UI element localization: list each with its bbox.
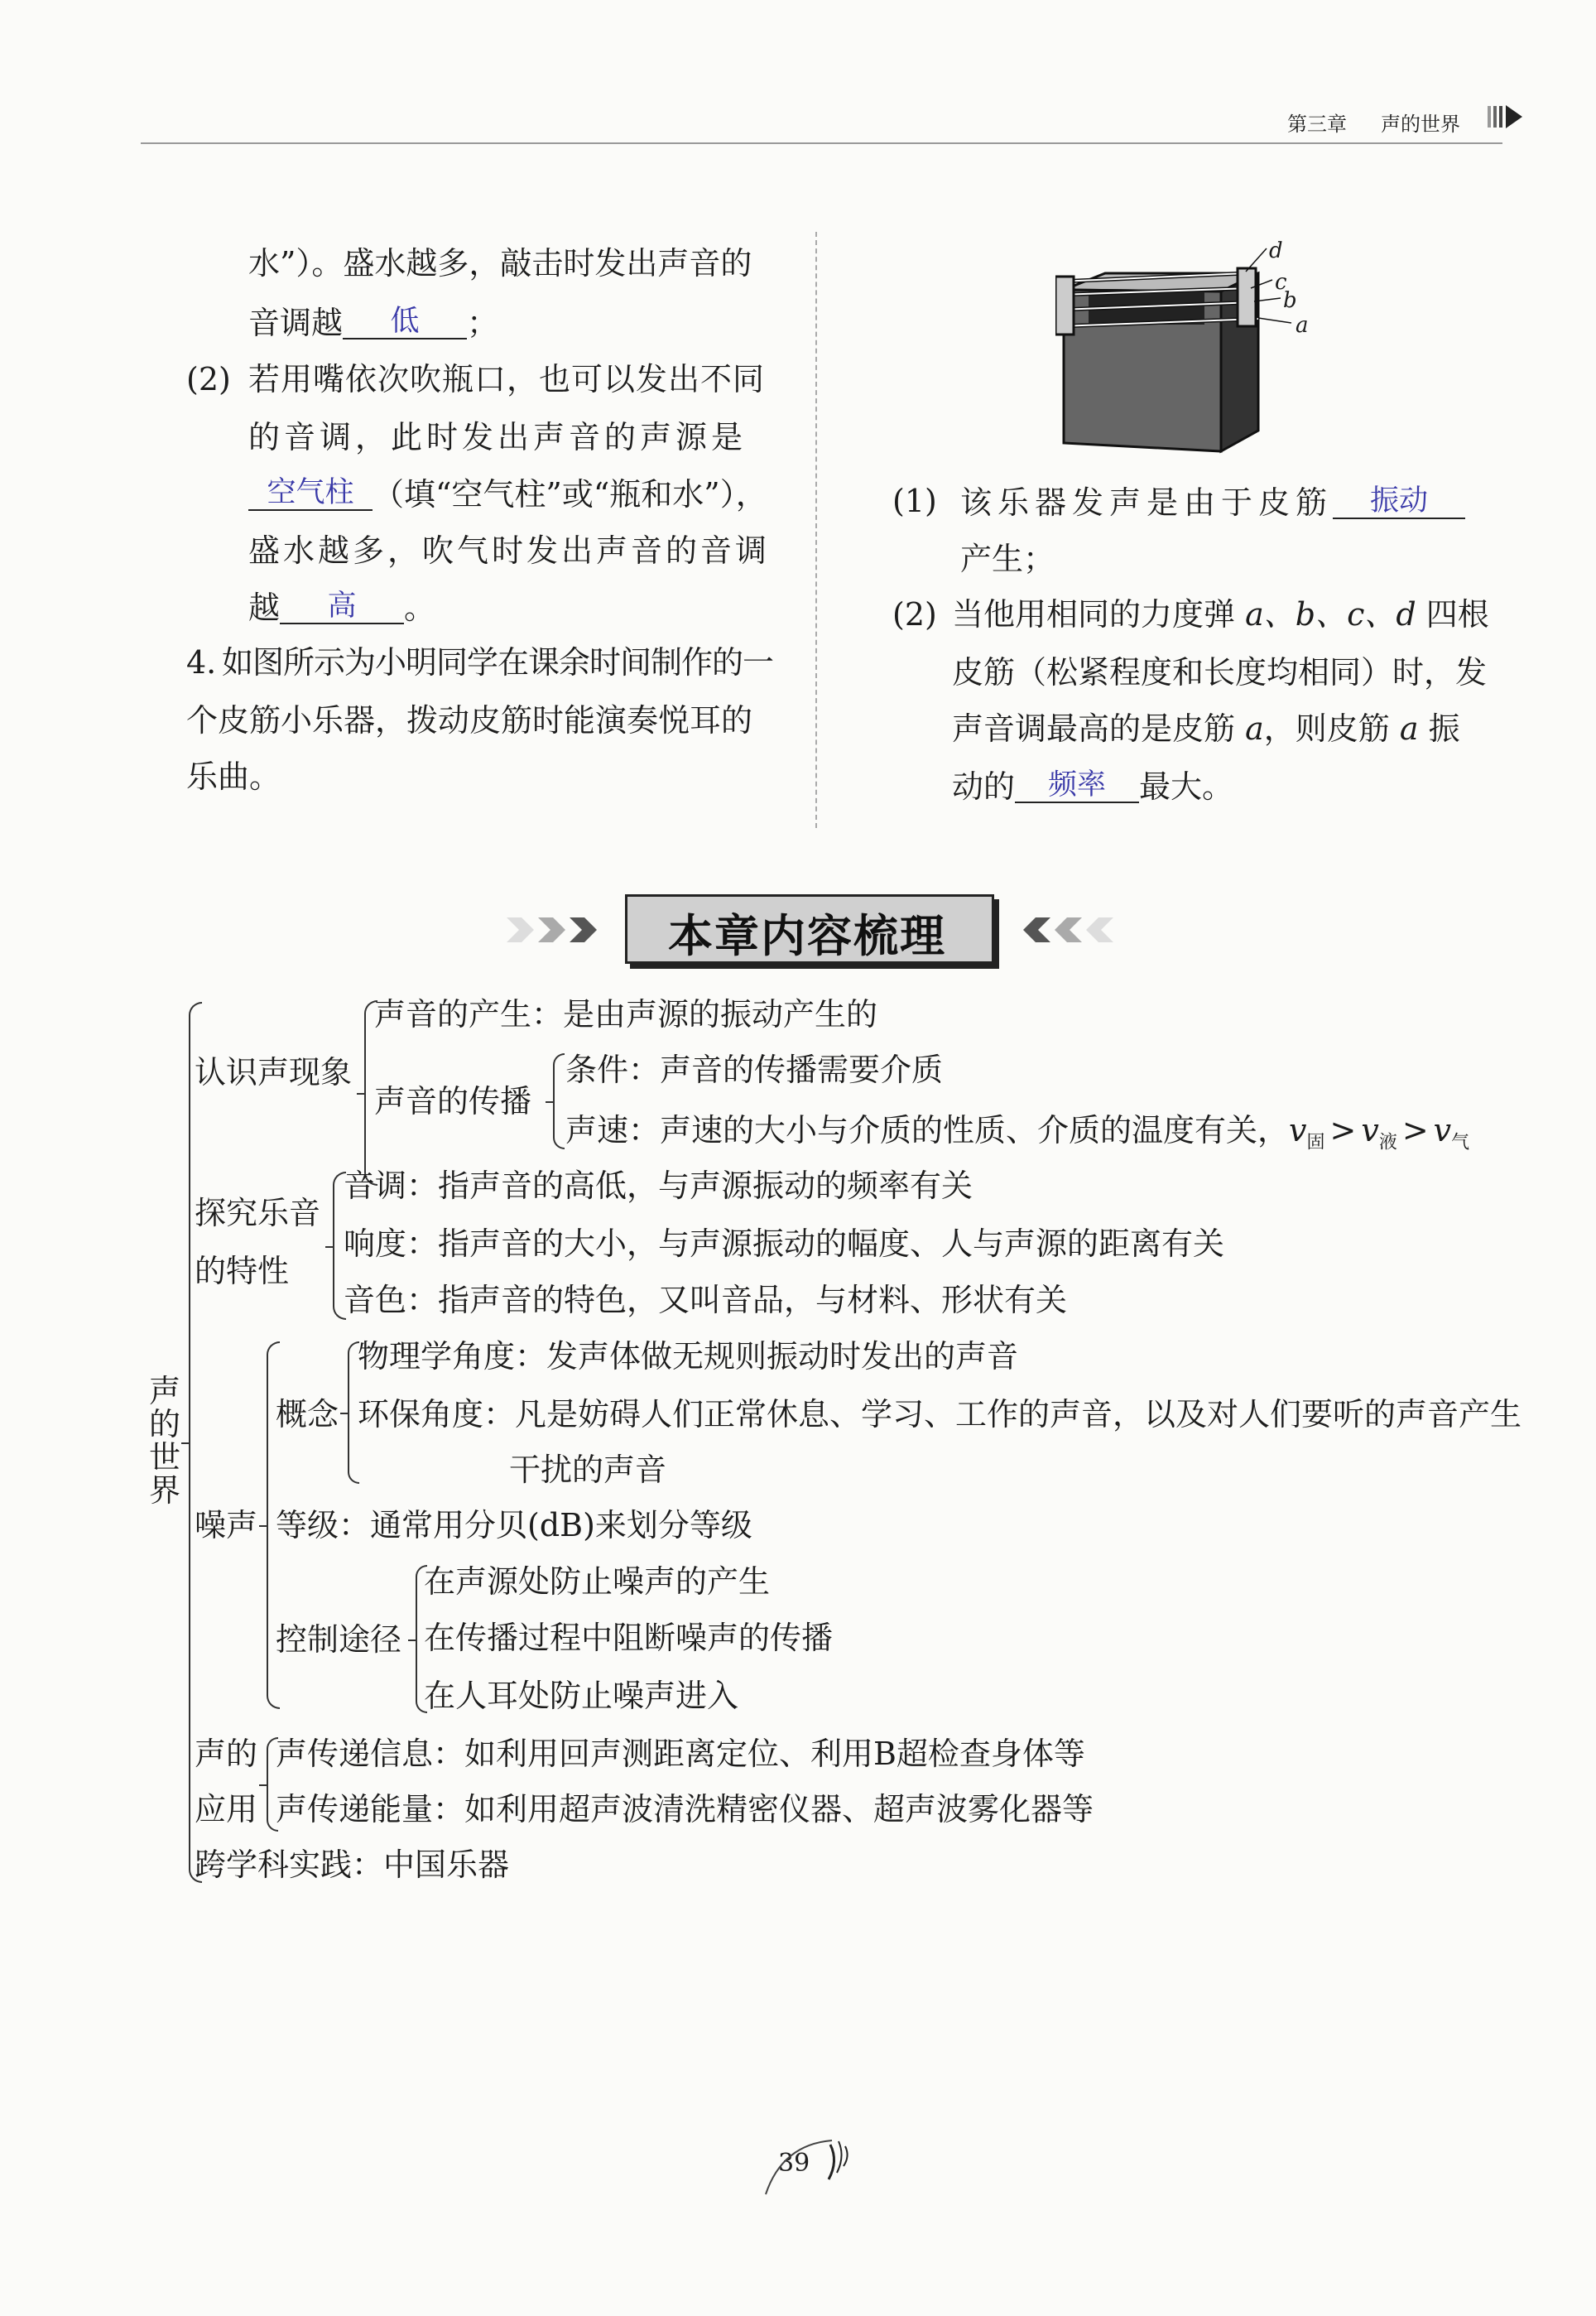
q2-line-3: 空气柱 （填“空气柱”或“瓶和水”）， — [248, 476, 767, 511]
tree-noise-level: 等级：通常用分贝(dB)来划分等级 — [276, 1507, 752, 1543]
answer-frequency: 频率 — [1048, 768, 1107, 802]
answer-air-column: 空气柱 — [267, 476, 354, 509]
tree-control-ear: 在人耳处防止噪声进入 — [424, 1678, 739, 1714]
tree-control-source: 在声源处防止噪声的产生 — [424, 1563, 771, 1600]
q2-line-1: 若用嘴依次吹瓶口，也可以发出不同 — [248, 361, 766, 397]
tree-timbre: 音色：指声音的特色，又叫音品，与材料、形状有关 — [344, 1282, 1068, 1318]
tree-sound-speed: 声速：声速的大小与介质的性质、介质的温度有关，$v_固 > v_液 > v_气$ — [565, 1112, 1470, 1153]
q2-number: (2) — [186, 361, 231, 397]
fig-label-a: a — [1296, 313, 1309, 338]
tree-node-phenomenon: 认识声现象 — [195, 1054, 353, 1091]
banner-right-chevrons-icon — [1010, 913, 1113, 946]
tree-propagation-condition: 条件：声音的传播需要介质 — [565, 1052, 944, 1088]
tree-node-musical-sound-l1: 探究乐音 — [195, 1195, 321, 1231]
p2-line-2: 皮筋（松紧程度和长度均相同）时，发 — [952, 654, 1488, 691]
q2-line-5: 越 高 。 — [248, 590, 436, 626]
fig-label-c: c — [1275, 270, 1287, 295]
q4-line-3: 乐曲。 — [186, 758, 281, 795]
tree-pitch: 音调：指声音的高低，与声源振动的频率有关 — [344, 1168, 973, 1204]
tree-environment-view-l1: 环保角度：凡是妨碍人们正常休息、学习、工作的声音，以及对人们要听的声音产生 — [358, 1396, 1522, 1432]
tree-information: 声传递信息：如利用回声测距离定位、利用B超检查身体等 — [276, 1736, 1085, 1772]
tree-node-interdisciplinary: 跨学科实践：中国乐器 — [195, 1847, 510, 1883]
p2-line-1: 当他用相同的力度弹 a、b、c、d 四根 — [952, 596, 1489, 633]
p2-line-4: 动的 频率 最大。 — [952, 768, 1234, 805]
q2-line-2: 的音调，此时发出声音的声源是 — [248, 419, 748, 455]
tree-sound-production: 声音的产生：是由声源的振动产生的 — [374, 996, 878, 1033]
answer-vibration: 振动 — [1370, 484, 1429, 518]
answer-high: 高 — [327, 590, 357, 623]
page-number-decoration-icon — [749, 2128, 865, 2203]
p1-line-1: 该乐器发声是由于皮筋 振动 — [960, 484, 1465, 519]
column-divider — [815, 232, 817, 828]
q2-line-4: 盛水越多，吹气时发出声音的音调 — [248, 532, 771, 569]
q4-line-1: 如图所示为小明同学在课余时间制作的一 — [222, 644, 774, 681]
tree-control-path: 在传播过程中阻断噪声的传播 — [424, 1620, 834, 1656]
fig-label-d: d — [1269, 238, 1283, 263]
header-title: 声的世界 — [1381, 113, 1460, 136]
banner-left-chevrons-icon — [507, 913, 610, 946]
q4-line-2: 个皮筋小乐器，拨动皮筋时能演奏悦耳的 — [186, 702, 753, 739]
p2-line-3: 声音调最高的是皮筋 a，则皮筋 a 振 — [952, 710, 1460, 747]
fig-label-b: b — [1283, 288, 1297, 313]
tree-environment-view-l2: 干扰的声音 — [509, 1452, 667, 1488]
header-chapter: 第三章 — [1287, 113, 1347, 136]
tree-physics-view: 物理学角度：发声体做无规则振动时发出的声音 — [358, 1338, 1019, 1375]
brace-propagation — [553, 1053, 565, 1149]
q4-number: 4. — [186, 644, 217, 681]
p1-line-2: 产生； — [960, 541, 1055, 577]
p2-number: (2) — [892, 596, 937, 633]
left-line-2: 音调越 低 ； — [248, 305, 499, 341]
tree-node-application-l2: 应用 — [195, 1791, 258, 1827]
tree-node-application-l1: 声的 — [195, 1736, 258, 1772]
tree-noise-concept: 概念 — [276, 1396, 339, 1432]
answer-low: 低 — [390, 305, 420, 338]
header-rule — [141, 142, 1502, 144]
tree-energy: 声传递能量：如利用超声波清洗精密仪器、超声波雾化器等 — [276, 1791, 1094, 1827]
page-number: 39 — [778, 2149, 810, 2178]
tree-loudness: 响度：指声音的大小，与声源振动的幅度、人与声源的距离有关 — [344, 1225, 1225, 1262]
tree-sound-propagation: 声音的传播 — [374, 1083, 532, 1119]
section-title: 本章内容梳理 — [668, 910, 946, 962]
rubber-band-instrument-figure — [1055, 240, 1337, 464]
p1-number: (1) — [892, 483, 937, 519]
tree-node-noise: 噪声 — [195, 1507, 258, 1543]
tree-node-musical-sound-l2: 的特性 — [195, 1253, 290, 1289]
tree-noise-control: 控制途径 — [276, 1621, 402, 1658]
header-arrow-icon — [1486, 103, 1526, 131]
tree-root: 声的世界 — [148, 1373, 180, 1509]
left-line-1: 水”）。盛水越多，敲击时发出声音的 — [248, 245, 752, 282]
